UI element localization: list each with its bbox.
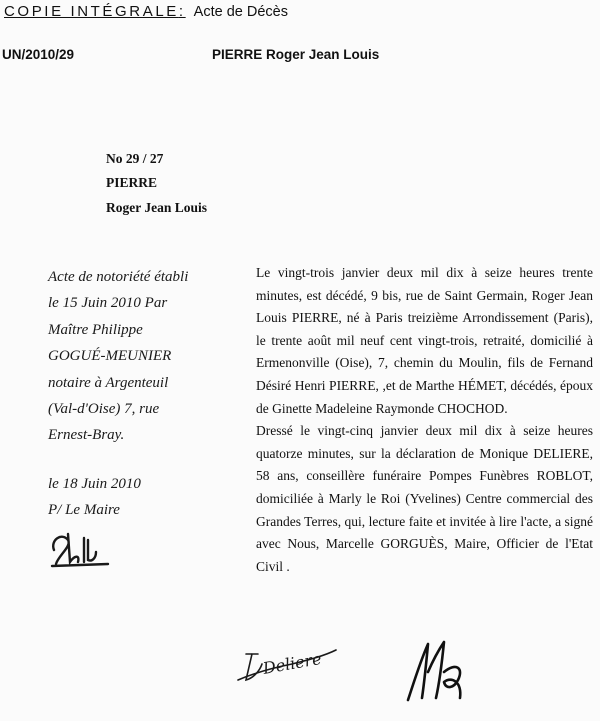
- margin-note-line: le 15 Juin 2010 Par: [48, 295, 168, 312]
- entry-given-names: Roger Jean Louis: [106, 200, 208, 215]
- act-paragraph-death: Le vingt-trois janvier deux mil dix à seize heures trente minutes, est décédé, 9 bis, rue de Saint Germain, Roger Jean Louis PIERRE, né à Paris treizième Arrondissement (Paris), le trente août mil neuf cent vingt-trois, retraité, domicilié à Ermenonville (Oise), 7, chemin du Moulin, fils de Fernand Désiré Henri PIERRE, ,et de Marthe HÉMET, décédés, époux de Ginette Madeleine Raymonde CHOCHOD.: [256, 265, 593, 416]
- margin-note-line: Acte de notoriété établi: [48, 269, 189, 285]
- handwritten-margin-note: [48, 264, 223, 570]
- margin-initials-signature: [48, 528, 118, 570]
- act-paragraph-drawn-up: Dressé le vingt-cinq janvier deux mil dix à seize heures quatorze minutes, sur la déclaration de Monique DELIERE, 58 ans, conseillère funéraire Pompes Funèbres ROBLOT, domiciliée à Marly le Roi (Yvelines) Centre commercial des Grandes Terres, qui, lecture faite et invitée à lire l'acte, a signé avec Nous, Marcelle GORGUÈS, Maire, Officier de l'Etat Civil .: [256, 423, 593, 574]
- margin-note-date: le 18 Juin 2010: [48, 475, 141, 492]
- margin-note-line: GOGUÉ-MEUNIER: [48, 348, 172, 365]
- officer-signature: [400, 632, 480, 712]
- declarant-signature-text: Deliere: [261, 648, 323, 678]
- declarant-signature: [232, 640, 342, 690]
- margin-note-line: Maître Philippe: [48, 321, 143, 338]
- margin-note-line: (Val-d'Oise) 7, rue: [48, 401, 160, 418]
- document-subtitle: Acte de Décès: [193, 4, 288, 20]
- reference-number: UN/2010/29: [2, 47, 75, 62]
- entry-surname: PIERRE: [106, 175, 158, 190]
- act-body: [256, 262, 593, 578]
- entry-number: No 29 / 27: [106, 151, 164, 166]
- deceased-full-name: PIERRE Roger Jean Louis: [212, 47, 380, 62]
- margin-note-line: notaire à Argenteuil: [48, 374, 169, 391]
- margin-note-mayor: P/ Le Maire: [48, 502, 120, 519]
- title-colon: :: [178, 3, 186, 20]
- margin-note-line: Ernest-Bray.: [48, 427, 125, 444]
- document-title: COPIE INTÉGRALE: [4, 3, 179, 20]
- document-header: [4, 3, 288, 20]
